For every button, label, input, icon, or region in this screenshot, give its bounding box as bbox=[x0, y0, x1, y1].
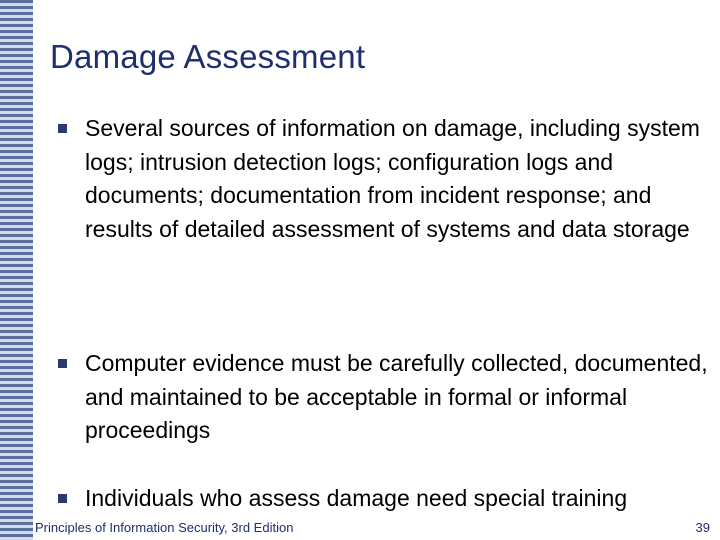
bullet-item bbox=[58, 482, 720, 516]
page-number: 39 bbox=[695, 520, 710, 535]
bullet-item bbox=[58, 347, 720, 448]
square-bullet-icon bbox=[58, 124, 67, 133]
footer-source: Principles of Information Security, 3rd Edition bbox=[35, 520, 294, 535]
bullet-item bbox=[58, 112, 705, 246]
square-bullet-icon bbox=[58, 359, 67, 368]
bullet-text: Computer evidence must be carefully collected, documented, and maintained to be acceptable in formal or informal proceedings bbox=[85, 350, 708, 443]
bullet-text: Several sources of information on damage, including system logs; intrusion detection logs; configuration logs and documents; documentation from incident response; and results of detailed assessment of systems and data storage bbox=[85, 115, 700, 242]
slide-title: Damage Assessment bbox=[50, 38, 366, 75]
square-bullet-icon bbox=[58, 494, 67, 503]
decorative-left-stripe bbox=[0, 0, 33, 540]
bullet-text: Individuals who assess damage need special training bbox=[85, 485, 628, 511]
